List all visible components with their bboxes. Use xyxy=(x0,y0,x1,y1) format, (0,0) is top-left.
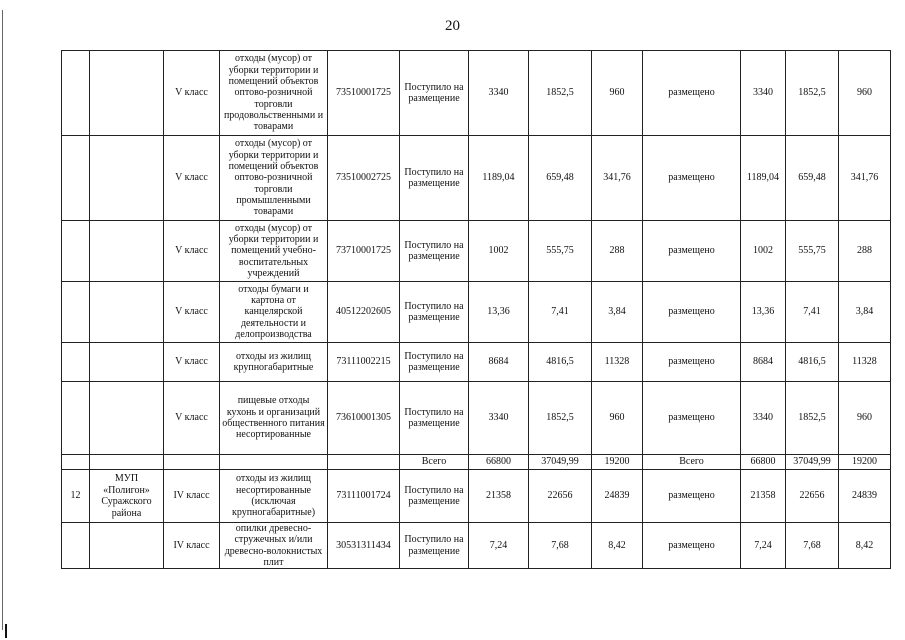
value-cell: 22656 xyxy=(786,470,839,523)
waste-code-cell: 73510002725 xyxy=(328,136,400,221)
waste-code-cell: 73610001305 xyxy=(328,382,400,455)
total-row xyxy=(62,455,891,470)
action-cell: размещено xyxy=(643,343,741,382)
value-cell: 22656 xyxy=(529,470,592,523)
hazard-class-cell: V класс xyxy=(164,136,220,221)
status-cell: Поступило на размещение xyxy=(400,343,469,382)
table-row xyxy=(62,523,891,569)
waste-code-cell xyxy=(328,455,400,470)
status-cell: Поступило на размещение xyxy=(400,282,469,343)
status-cell: Поступило на размещение xyxy=(400,470,469,523)
value-cell: 7,68 xyxy=(786,523,839,569)
table-row xyxy=(62,282,891,343)
value-cell: 341,76 xyxy=(592,136,643,221)
value-cell: 8,42 xyxy=(592,523,643,569)
total-label: Всего xyxy=(400,455,469,470)
row-number: 12 xyxy=(62,470,90,523)
total-value: 66800 xyxy=(741,455,786,470)
row-number xyxy=(62,523,90,569)
value-cell: 341,76 xyxy=(839,136,891,221)
hazard-class-cell: V класс xyxy=(164,51,220,136)
value-cell: 1852,5 xyxy=(529,382,592,455)
action-cell: размещено xyxy=(643,523,741,569)
value-cell: 3340 xyxy=(741,51,786,136)
table-row xyxy=(62,136,891,221)
waste-description-cell: отходы из жилищ несортированные (исключая крупногабаритные) xyxy=(220,470,328,523)
value-cell: 13,36 xyxy=(741,282,786,343)
action-cell: размещено xyxy=(643,51,741,136)
action-cell: размещено xyxy=(643,382,741,455)
waste-code-cell: 40512202605 xyxy=(328,282,400,343)
value-cell: 1002 xyxy=(469,221,529,282)
value-cell: 1002 xyxy=(741,221,786,282)
left-margin-rule xyxy=(2,10,3,630)
organization-cell xyxy=(90,282,164,343)
total-value: 19200 xyxy=(592,455,643,470)
value-cell: 1189,04 xyxy=(741,136,786,221)
table-row xyxy=(62,343,891,382)
row-number xyxy=(62,343,90,382)
value-cell: 7,41 xyxy=(786,282,839,343)
value-cell: 7,24 xyxy=(469,523,529,569)
value-cell: 11328 xyxy=(592,343,643,382)
value-cell: 4816,5 xyxy=(529,343,592,382)
organization-cell: МУП «Полигон» Суражского района xyxy=(90,470,164,523)
value-cell: 1189,04 xyxy=(469,136,529,221)
total-value: 37049,99 xyxy=(529,455,592,470)
waste-code-cell: 73510001725 xyxy=(328,51,400,136)
hazard-class-cell: V класс xyxy=(164,282,220,343)
value-cell: 13,36 xyxy=(469,282,529,343)
value-cell: 21358 xyxy=(741,470,786,523)
organization-cell xyxy=(90,51,164,136)
value-cell: 659,48 xyxy=(529,136,592,221)
value-cell: 7,24 xyxy=(741,523,786,569)
waste-description-cell: отходы (мусор) от уборки территории и помещений объектов оптово-розничной торговли продовольственными и товарами xyxy=(220,51,328,136)
table-row xyxy=(62,382,891,455)
organization-cell xyxy=(90,343,164,382)
total-value: 37049,99 xyxy=(786,455,839,470)
value-cell: 288 xyxy=(839,221,891,282)
table-row xyxy=(62,51,891,136)
organization-cell xyxy=(90,221,164,282)
row-number xyxy=(62,455,90,470)
waste-code-cell: 73111002215 xyxy=(328,343,400,382)
hazard-class-cell: IV класс xyxy=(164,523,220,569)
value-cell: 21358 xyxy=(469,470,529,523)
action-cell: размещено xyxy=(643,221,741,282)
status-cell: Поступило на размещение xyxy=(400,51,469,136)
row-number xyxy=(62,136,90,221)
waste-table xyxy=(61,50,891,569)
row-number xyxy=(62,51,90,136)
status-cell: Поступило на размещение xyxy=(400,382,469,455)
waste-description-cell xyxy=(220,455,328,470)
hazard-class-cell: V класс xyxy=(164,221,220,282)
value-cell: 24839 xyxy=(839,470,891,523)
total-label: Всего xyxy=(643,455,741,470)
total-value: 66800 xyxy=(469,455,529,470)
value-cell: 555,75 xyxy=(786,221,839,282)
value-cell: 1852,5 xyxy=(786,382,839,455)
action-cell: размещено xyxy=(643,136,741,221)
value-cell: 24839 xyxy=(592,470,643,523)
waste-description-cell: пищевые отходы кухонь и организаций общественного питания несортированные xyxy=(220,382,328,455)
value-cell: 1852,5 xyxy=(529,51,592,136)
value-cell: 659,48 xyxy=(786,136,839,221)
status-cell: Поступило на размещение xyxy=(400,523,469,569)
hazard-class-cell: V класс xyxy=(164,382,220,455)
organization-cell xyxy=(90,136,164,221)
table-row xyxy=(62,470,891,523)
left-margin-mark xyxy=(5,624,7,638)
value-cell: 555,75 xyxy=(529,221,592,282)
value-cell: 3340 xyxy=(469,51,529,136)
hazard-class-cell: V класс xyxy=(164,343,220,382)
waste-description-cell: отходы бумаги и картона от канцелярской деятельности и делопроизводства xyxy=(220,282,328,343)
row-number xyxy=(62,382,90,455)
value-cell: 11328 xyxy=(839,343,891,382)
value-cell: 8684 xyxy=(741,343,786,382)
status-cell: Поступило на размещение xyxy=(400,221,469,282)
value-cell: 960 xyxy=(839,51,891,136)
value-cell: 4816,5 xyxy=(786,343,839,382)
waste-description-cell: отходы (мусор) от уборки территории и помещений объектов оптово-розничной торговли промышленными товарами xyxy=(220,136,328,221)
waste-description-cell: отходы из жилищ крупногабаритные xyxy=(220,343,328,382)
value-cell: 1852,5 xyxy=(786,51,839,136)
organization-cell xyxy=(90,523,164,569)
organization-cell xyxy=(90,382,164,455)
value-cell: 3340 xyxy=(469,382,529,455)
page-number: 20 xyxy=(445,18,460,34)
organization-cell xyxy=(90,455,164,470)
hazard-class-cell xyxy=(164,455,220,470)
value-cell: 3,84 xyxy=(592,282,643,343)
row-number xyxy=(62,282,90,343)
value-cell: 960 xyxy=(592,51,643,136)
value-cell: 288 xyxy=(592,221,643,282)
value-cell: 7,41 xyxy=(529,282,592,343)
action-cell: размещено xyxy=(643,470,741,523)
action-cell: размещено xyxy=(643,282,741,343)
value-cell: 3,84 xyxy=(839,282,891,343)
waste-code-cell: 73111001724 xyxy=(328,470,400,523)
waste-code-cell: 73710001725 xyxy=(328,221,400,282)
value-cell: 8684 xyxy=(469,343,529,382)
waste-code-cell: 30531311434 xyxy=(328,523,400,569)
value-cell: 960 xyxy=(839,382,891,455)
row-number xyxy=(62,221,90,282)
waste-description-cell: отходы (мусор) от уборки территории и помещений учебно-воспитательных учреждений xyxy=(220,221,328,282)
value-cell: 960 xyxy=(592,382,643,455)
value-cell: 7,68 xyxy=(529,523,592,569)
status-cell: Поступило на размещение xyxy=(400,136,469,221)
hazard-class-cell: IV класс xyxy=(164,470,220,523)
total-value: 19200 xyxy=(839,455,891,470)
value-cell: 3340 xyxy=(741,382,786,455)
value-cell: 8,42 xyxy=(839,523,891,569)
table-row xyxy=(62,221,891,282)
waste-description-cell: опилки древесно-стружечных и/или древесно-волокнистых плит xyxy=(220,523,328,569)
